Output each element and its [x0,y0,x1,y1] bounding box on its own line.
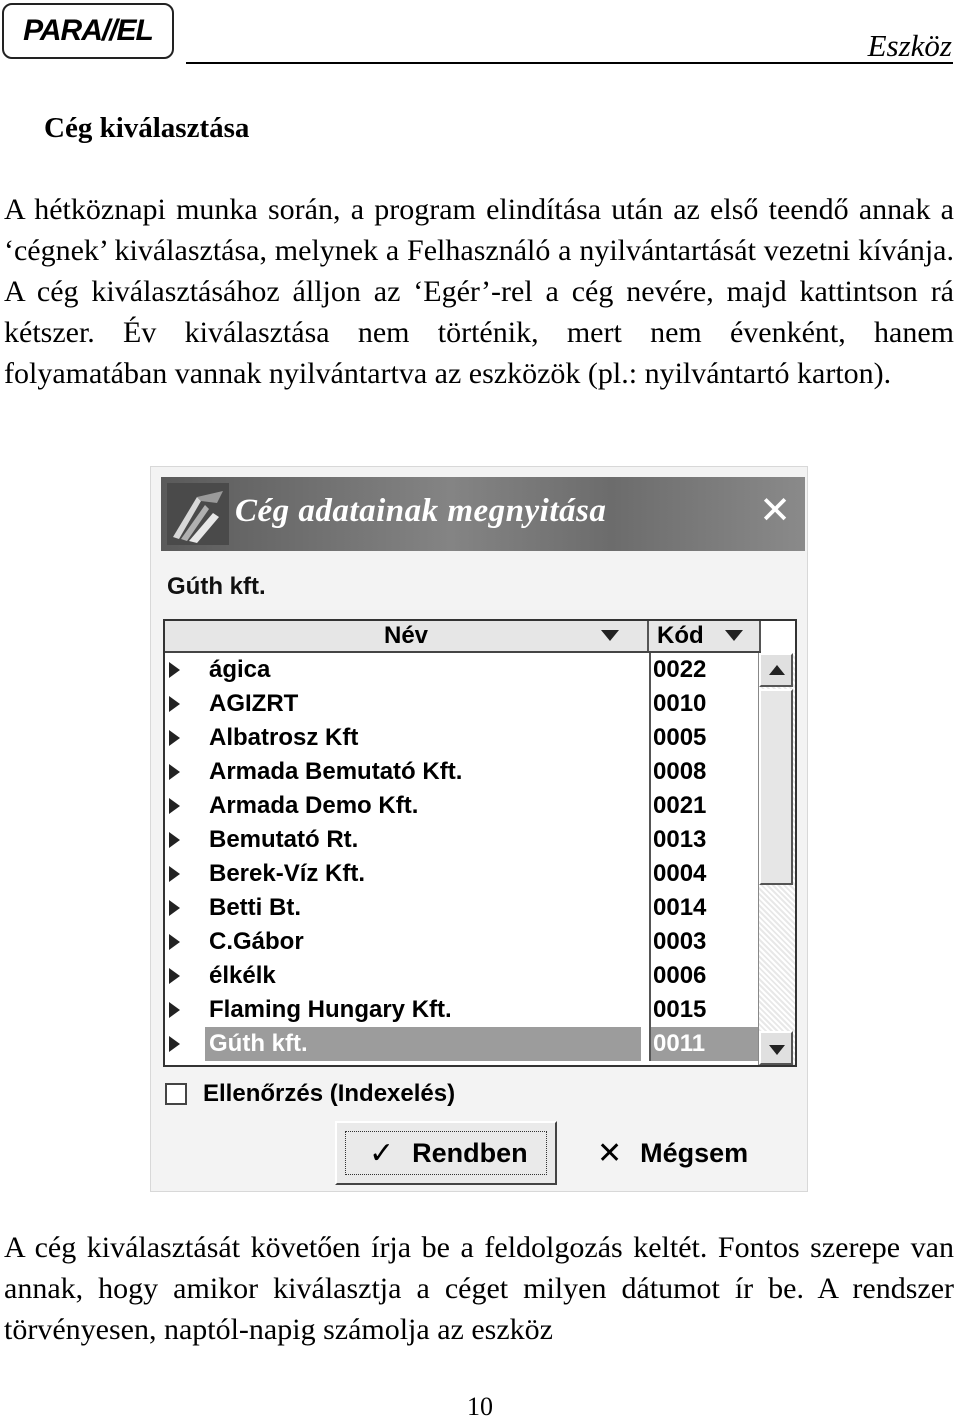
company-name-cell[interactable]: AGIZRT [209,690,299,717]
row-indicator-icon [169,934,180,950]
company-open-dialog [150,466,808,1192]
row-indicator-icon [169,1002,180,1018]
company-name-cell[interactable]: C.Gábor [209,928,304,955]
company-code-cell[interactable]: 0022 [649,653,761,687]
intro-paragraph: A hétköznapi munka során, a program elindítása után az első teendő annak a ‘cégnek’ kiválasztása, melynek a Felhasználó a nyilvántartását vezetni kívánja. A cég kiválasztásához álljon az ‘Egér’-rel a cég nevére, majd kattintson rá kétszer. Év kiválasztása nem történik, mert nem évenként, hanem folyamatában vannak nyilvántartva az eszközök (pl.: nyilvántartó karton). [4,193,954,390]
row-indicator-icon [169,1036,180,1052]
company-code-cell[interactable]: 0004 [649,857,761,891]
table-row[interactable] [165,925,761,959]
row-indicator-icon [169,662,180,678]
arrow-down-icon [769,1045,785,1055]
index-checkbox[interactable] [165,1083,187,1105]
cross-icon: ✕ [597,1136,623,1170]
page-number: 10 [467,1392,493,1421]
arrow-up-icon [769,665,785,675]
company-grid[interactable] [163,619,797,1067]
company-name-cell[interactable]: Armada Demo Kft. [209,792,419,819]
book-icon [167,483,229,545]
company-name-cell[interactable]: Gúth kft. [205,1027,641,1061]
row-indicator-icon [169,866,180,882]
table-row[interactable] [165,755,761,789]
scroll-thumb[interactable] [759,689,793,885]
row-indicator-icon [169,968,180,984]
row-indicator-icon [169,832,180,848]
company-code-cell[interactable]: 0010 [649,687,761,721]
table-row[interactable] [165,857,761,891]
company-code-cell[interactable]: 0008 [649,755,761,789]
cancel-button-label: Mégsem [640,1137,749,1168]
dialog-title: Cég adatainak megnyitása [235,493,607,529]
scroll-down-button[interactable] [759,1031,793,1065]
company-code-cell[interactable]: 0003 [649,925,761,959]
company-name-cell[interactable]: Betti Bt. [209,894,301,921]
page-title: Cég kiválasztása [44,112,250,144]
company-code-cell[interactable]: 0011 [649,1027,761,1061]
logo-text: PARA//EL [23,14,153,47]
company-code-cell[interactable]: 0005 [649,721,761,755]
column-header-name-label: Név [383,622,429,649]
row-indicator-icon [169,764,180,780]
ok-button-label: Rendben [412,1137,528,1168]
column-header-name[interactable] [165,621,649,651]
company-name-cell[interactable]: Bemutató Rt. [209,826,359,853]
row-indicator-icon [169,798,180,814]
ok-button[interactable] [335,1121,557,1185]
table-row[interactable] [165,721,761,755]
table-row[interactable] [165,789,761,823]
row-indicator-icon [169,730,180,746]
company-name-cell[interactable]: élkélk [209,962,276,989]
close-icon[interactable]: ✕ [759,490,791,532]
company-code-cell[interactable]: 0013 [649,823,761,857]
company-name-cell[interactable]: Flaming Hungary Kft. [209,996,452,1023]
index-checkbox-label: Ellenőrzés (Indexelés) [203,1080,456,1107]
company-name-cell[interactable]: ágica [209,656,271,683]
checkmark-icon: ✓ [369,1136,395,1170]
grid-header [165,621,761,653]
followup-paragraph: A cég kiválasztását követően írja be a feldolgozás keltét. Fontos szerepe van annak, hogy amikor kiválasztja a céget milyen dátumot ír be. A rendszer törvényesen, naptól-napig számolja az eszköz [4,1231,954,1346]
company-code-cell[interactable]: 0006 [649,959,761,993]
sort-arrow-icon[interactable] [725,630,743,641]
company-name-cell[interactable]: Armada Bemutató Kft. [209,758,463,785]
index-check-option[interactable] [165,1079,455,1109]
company-name-cell[interactable]: Berek-Víz Kft. [209,860,366,887]
table-row[interactable] [165,993,761,1027]
table-row[interactable] [165,959,761,993]
dialog-titlebar[interactable] [161,477,805,551]
row-indicator-icon [169,900,180,916]
parallel-logo [2,3,174,59]
table-row[interactable] [165,687,761,721]
section-label: Eszköz [867,28,952,63]
scroll-up-button[interactable] [759,653,793,687]
company-code-cell[interactable]: 0021 [649,789,761,823]
header-rule [186,62,953,64]
selected-company-label: Gúth kft. [167,573,266,600]
cancel-button[interactable] [591,1121,791,1185]
table-row[interactable] [165,1027,761,1061]
focus-rectangle [345,1131,547,1175]
table-row[interactable] [165,653,761,687]
row-indicator-icon [169,696,180,712]
column-header-code[interactable] [649,621,761,651]
table-row[interactable] [165,823,761,857]
vertical-scrollbar[interactable] [758,653,795,1065]
grid-rows [165,653,761,1061]
company-name-cell[interactable]: Albatrosz Kft [209,724,359,751]
column-header-code-label: Kód [657,622,704,649]
company-code-cell[interactable]: 0015 [649,993,761,1027]
table-row[interactable] [165,891,761,925]
company-code-cell[interactable]: 0014 [649,891,761,925]
sort-arrow-icon[interactable] [601,630,619,641]
